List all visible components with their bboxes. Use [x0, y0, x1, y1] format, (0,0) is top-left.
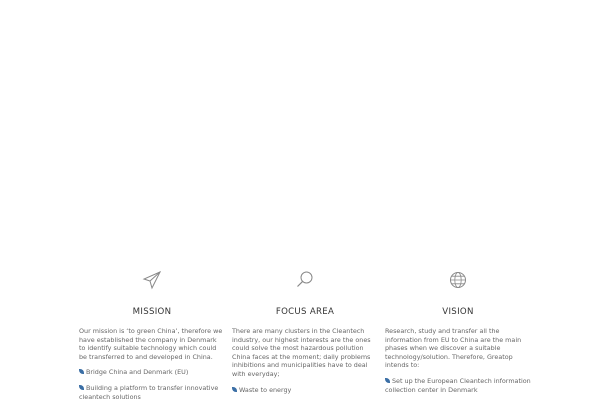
mission-icon-wrap [79, 268, 225, 292]
mission-body [79, 327, 225, 400]
focus-icon-wrap [232, 268, 378, 292]
mission-title: MISSION [132, 307, 172, 317]
list-item: Bridge China and Denmark (EU) [79, 368, 225, 377]
leaf-bullet-icon [232, 387, 237, 392]
mission-text: Our mission is ‘to green China’, therefore we have established the company in Denmark to identify suitable technology which could be transferred to and developed in China. [79, 327, 223, 361]
mission-column [79, 268, 225, 400]
focus-area-body [232, 327, 378, 394]
leaf-bullet-icon [385, 378, 390, 383]
vision-body [385, 327, 531, 394]
leaf-bullet-icon [79, 385, 84, 390]
vision-bullet-list [385, 377, 531, 394]
mission-bullet-list [79, 368, 225, 400]
focus-area-column [232, 268, 378, 400]
list-item: Building a platform to transfer innovative cleantech solutions [79, 383, 219, 400]
focus-area-text: There are many clusters in the Cleantech industry, our highest interests are the ones could solve the most hazardous pollution China faces at the moment; daily problems inhibitions and municipalities have to deal with everyday; [232, 327, 371, 378]
list-item: Waste to energy [232, 386, 378, 395]
leaf-bullet-icon [79, 369, 84, 374]
focus-area-bullet-list [232, 386, 378, 395]
paper-plane-icon [142, 270, 162, 290]
list-item: Set up the European Cleantech information collection center in Denmark [385, 376, 531, 394]
vision-column [385, 268, 531, 400]
magnifier-icon [295, 270, 315, 290]
focus-area-title: FOCUS AREA [275, 307, 335, 317]
globe-icon [448, 270, 468, 290]
vision-icon-wrap [385, 268, 531, 292]
vision-text: Research, study and transfer all the information from EU to China are the main phases when we discover a suitable technology/solution. Therefore, Greatop intends to: [385, 327, 522, 370]
vision-title: VISION [442, 307, 474, 317]
